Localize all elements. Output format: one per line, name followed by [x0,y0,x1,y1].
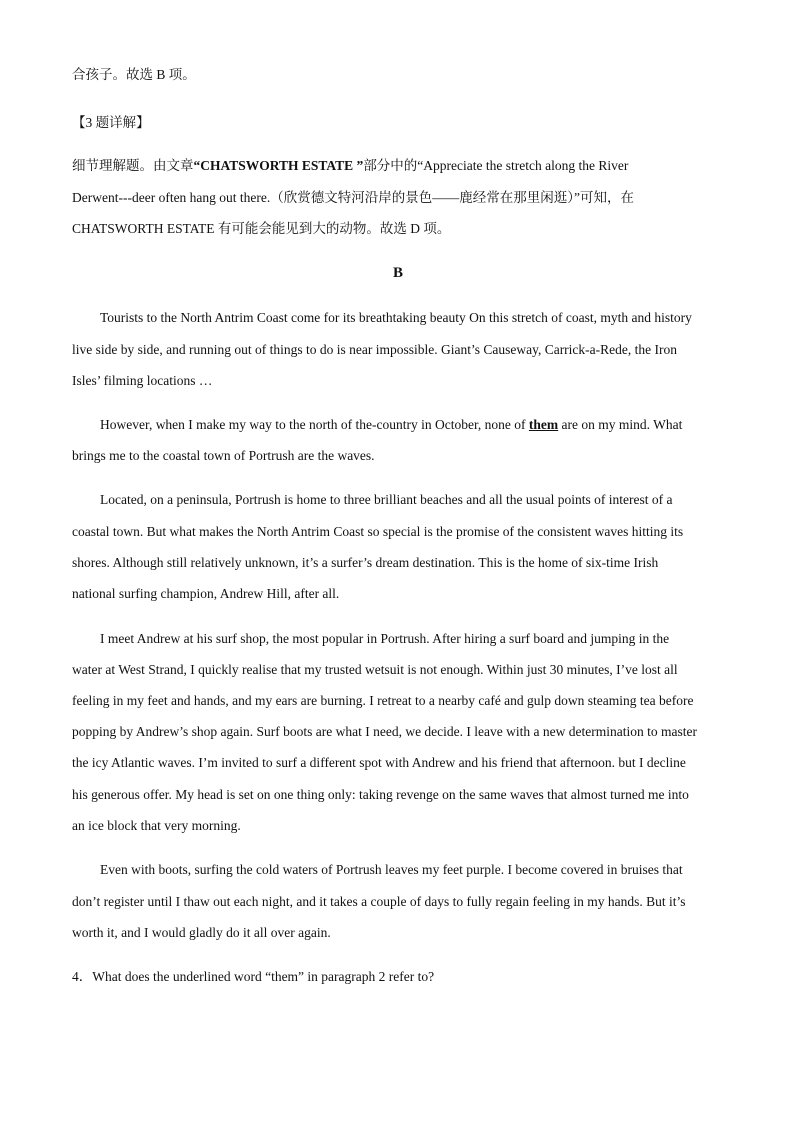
paragraph-4-line: water at West Strand, I quickly realise that my trusted wetsuit is not enough. Within just 30 minutes, I’ve lost all [72,662,678,677]
paragraph-4-line: I meet Andrew at his surf shop, the most popular in Portrush. After hiring a surf board and jumping in the [100,631,670,646]
detail-line-2: Derwent---deer often hang out there.（欣赏德文特河沿岸的景色——鹿经常在那里闲逛）”可知，在 [72,190,635,205]
underlined-word: them [528,417,559,432]
paragraph-2-text: However, when I make my way to the north of the-country in October, none of [100,417,529,432]
paragraph-5-line: worth it, and I would gladly do it all over again. [72,925,331,940]
paragraph-4-line: popping by Andrew’s shop again. Surf boots are what I need, we decide. I leave with a new determination to master [72,724,697,739]
paragraph-3-line: national surfing champion, Andrew Hill, after all. [72,586,340,601]
detail-section-name: “CHATSWORTH ESTATE ” [193,158,364,173]
paragraph-4-line: an ice block that very morning. [72,818,241,833]
paragraph-3-line: shores. Although still relatively unknown, it’s a surfer’s dream destination. This is the home of six-time Irish [72,555,659,570]
question-text: What does the underlined word “them” in paragraph 2 refer to? [92,969,435,984]
paragraph-5-line: Even with boots, surfing the cold waters of Portrush leaves my feet purple. I become covered in bruises that [100,862,683,877]
question-4 [72,967,434,987]
section-label: B [392,265,403,281]
previous-answer-ending: 合孩子。故选 B 项。 [72,67,196,82]
detail-line-3: CHATSWORTH ESTATE 有可能会能见到大的动物。故选 D 项。 [72,221,451,236]
detail-heading: 【3 题详解】 [72,115,150,130]
paragraph-3-line: coastal town. But what makes the North Antrim Coast so special is the promise of the consistent waves hitting its [72,524,684,539]
paragraph-5-line: don’t register until I thaw out each night, and it takes a couple of days to fully regain feeling in my hands. But it’s [72,894,686,909]
paragraph-4-line: his generous offer. My head is set on one thing only: taking revenge on the same waves that almost turned me into [72,787,689,802]
paragraph-4-line: feeling in my feet and hands, and my ears are burning. I retreat to a nearby café and gulp down steaming tea before [72,693,694,708]
paragraph-3-line: Located, on a peninsula, Portrush is home to three brilliant beaches and all the usual points of interest of a [100,492,673,507]
paragraph-4-line: the icy Atlantic waves. I’m invited to surf a different spot with Andrew and his friend that afternoon. but I decline [72,755,686,770]
paragraph-2-text: are on my mind. What [558,417,683,432]
question-number: 4． [72,969,93,984]
paragraph-1-line: live side by side, and running out of things to do is near impossible. Giant’s Causeway, Carrick-a-Rede, the Iron [72,342,678,357]
detail-text: 细节理解题。由文章 [72,158,194,173]
detail-text: 部分中的“Appreciate the stretch along the River [363,158,629,173]
paragraph-1-line: Tourists to the North Antrim Coast come for its breathtaking beauty On this stretch of coast, myth and history [100,310,692,325]
paragraph-1-line: Isles’ filming locations … [72,373,213,388]
paragraph-2-line [72,415,682,435]
paragraph-2-line: brings me to the coastal town of Portrush are the waves. [72,448,375,463]
detail-line-1 [72,156,628,176]
